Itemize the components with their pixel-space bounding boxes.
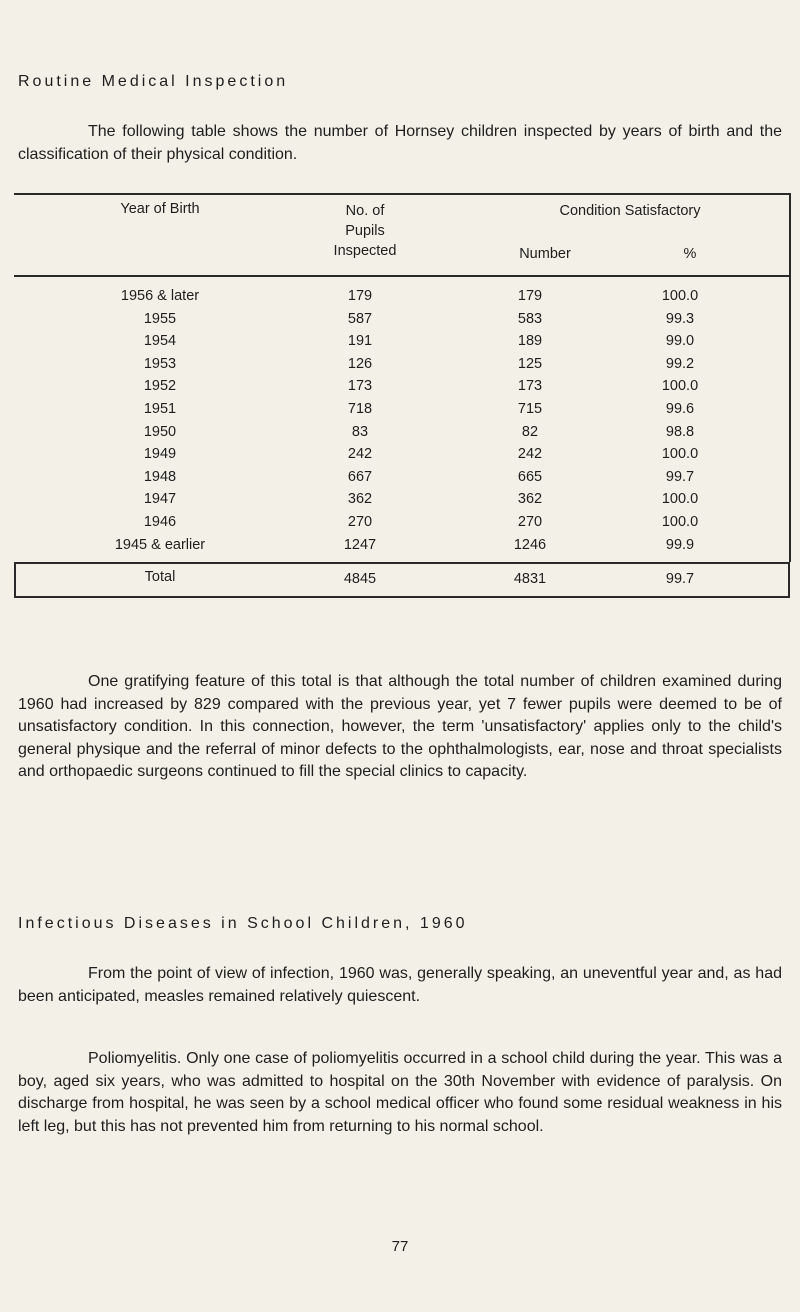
table-cell-percent: 99.9 (665, 536, 695, 553)
table-cell-year: 1956 & later (120, 288, 200, 304)
table-cell-pupils: 191 (347, 333, 373, 350)
header-pupils-line1: No. of (345, 203, 385, 219)
header-number: Number (519, 246, 571, 262)
table-cell-number: 179 (517, 288, 543, 304)
table-cell-percent: 100.0 (661, 446, 699, 463)
table-cell-number: 82 (521, 423, 539, 440)
table-cell-pupils: 1247 (343, 536, 377, 553)
table-cell-number: 1246 (513, 536, 547, 553)
table-cell-year: 1949 (143, 446, 177, 463)
table-cell-number: 189 (517, 333, 543, 350)
table-cell-number: 242 (517, 446, 543, 463)
table-cell-number: 173 (517, 378, 543, 395)
table-cell-year: 1948 (143, 468, 177, 485)
table-cell-number: 270 (517, 514, 543, 530)
section-heading-routine-medical-inspection: Routine Medical Inspection (18, 73, 289, 90)
header-percent: % (683, 246, 697, 262)
table-cell-number: 125 (517, 355, 543, 372)
table-cell-year: 1953 (143, 355, 177, 372)
table-cell-number: 715 (517, 401, 543, 417)
table-cell-percent: 99.2 (665, 355, 695, 372)
header-pupils-line3: Inspected (333, 243, 397, 259)
intro-paragraph: The following table shows the number of Hornsey children inspected by years of birth and the classification of their physical condition. (18, 123, 782, 163)
total-percent: 99.7 (665, 571, 695, 587)
table-cell-year: 1951 (143, 401, 177, 417)
table-cell-year: 1945 & earlier (114, 536, 206, 553)
table-cell-pupils: 179 (347, 288, 373, 304)
header-pupils-inspected (290, 201, 440, 261)
total-number: 4831 (513, 571, 547, 587)
header-condition-satisfactory: Condition Satisfactory (559, 203, 701, 219)
page-number: 77 (391, 1238, 409, 1255)
table-cell-percent: 99.6 (665, 401, 695, 417)
table-cell-percent: 99.0 (665, 333, 695, 350)
table-cell-year: 1950 (143, 423, 177, 440)
table-cell-pupils: 362 (347, 491, 373, 508)
header-pupils-line2: Pupils (345, 223, 385, 239)
table-cell-pupils: 173 (347, 378, 373, 395)
table-cell-pupils: 242 (347, 446, 373, 463)
section-heading-infectious-diseases: Infectious Diseases in School Children, 1960 (18, 915, 468, 932)
table-cell-percent: 98.8 (665, 423, 695, 440)
table-cell-pupils: 270 (347, 514, 373, 530)
table-cell-year: 1954 (143, 333, 177, 350)
total-pupils: 4845 (343, 571, 377, 587)
table-cell-pupils: 83 (351, 423, 369, 440)
table-cell-pupils: 667 (347, 468, 373, 485)
table-cell-percent: 100.0 (661, 491, 699, 508)
table-cell-year: 1947 (143, 491, 177, 508)
header-year-of-birth: Year of Birth (120, 201, 200, 217)
table-cell-number: 362 (517, 491, 543, 508)
poliomyelitis-paragraph: Poliomyelitis. Only one case of poliomyelitis occurred in a school child during the year. This was a boy, aged six years, who was admitted to hospital on the 30th November with evidence of paralysis. On discharge from hospital, he was seen by a school medical officer who found some residual weakness in his left leg, but this has not prevented him from returning to his normal school. (18, 1050, 782, 1135)
total-label: Total (144, 569, 176, 585)
infection-paragraph: From the point of view of infection, 1960 was, generally speaking, an uneventful year and, as had been anticipated, measles remained relatively quiescent. (18, 965, 782, 1005)
table-cell-percent: 100.0 (661, 288, 699, 304)
table-cell-pupils: 587 (347, 310, 373, 327)
gratifying-feature-paragraph: One gratifying feature of this total is that although the total number of children examined during 1960 had increased by 829 compared with the previous year, yet 7 fewer pupils were deemed to be of unsatisfactory condition. In this connection, however, the term 'unsatisfactory' applies only to the child's general physique and the referral of minor defects to the ophthalmologists, ear, nose and throat specialists and orthopaedic surgeons continued to fill the special clinics to capacity. (18, 673, 782, 781)
table-cell-year: 1952 (143, 378, 177, 395)
table-cell-year: 1955 (143, 310, 177, 327)
table-cell-pupils: 718 (347, 401, 373, 417)
table-cell-percent: 99.7 (665, 468, 695, 485)
table-cell-pupils: 126 (347, 355, 373, 372)
table-cell-year: 1946 (143, 514, 177, 530)
table-cell-percent: 100.0 (661, 378, 699, 395)
table-cell-percent: 100.0 (661, 514, 699, 530)
table-cell-number: 583 (517, 310, 543, 327)
table-cell-number: 665 (517, 468, 543, 485)
table-cell-percent: 99.3 (665, 310, 695, 327)
